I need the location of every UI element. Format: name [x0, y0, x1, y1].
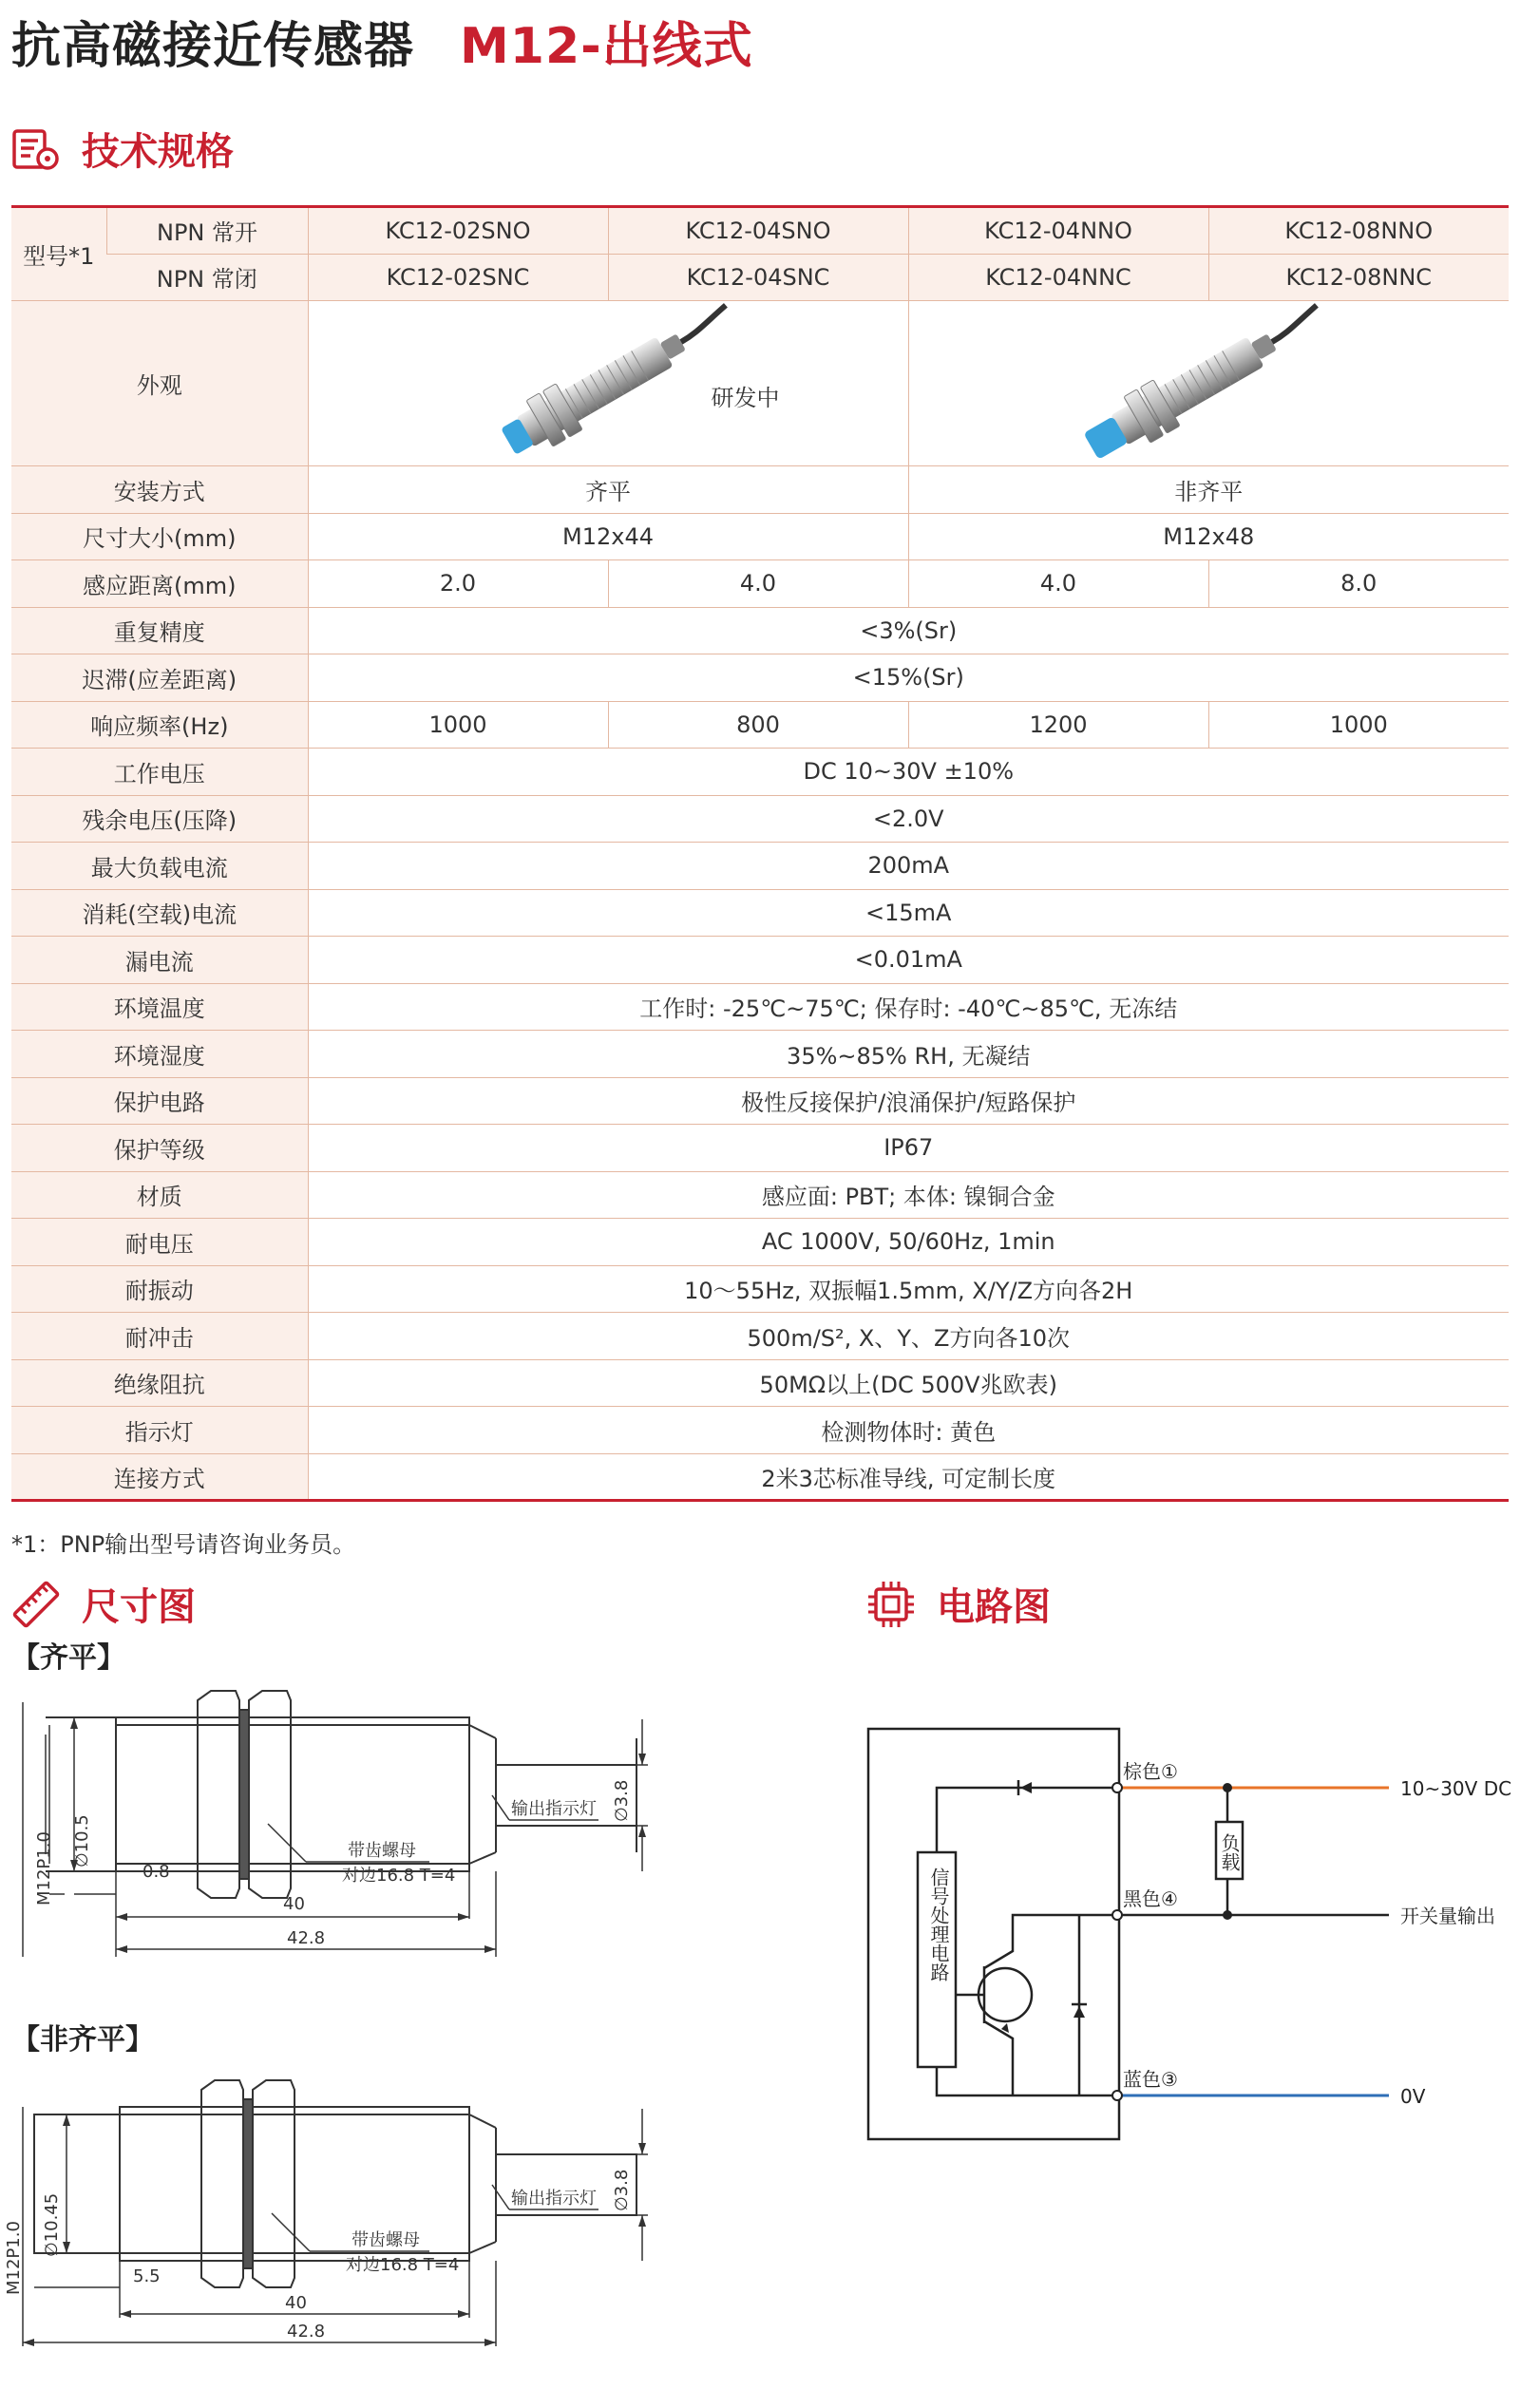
- spec-value: 1000: [1208, 701, 1509, 749]
- spec-label: 工作电压: [11, 749, 308, 796]
- spec-label: 耐电压: [11, 1219, 308, 1266]
- table-row: [11, 1171, 1509, 1219]
- npn-no-label: NPN 常开: [106, 207, 308, 255]
- sensor-photo-nonflush: [1065, 309, 1331, 461]
- flush-dia-text: ∅10.5: [72, 1814, 92, 1868]
- zener-diode: [1074, 2006, 1085, 2018]
- flush-thread-text: M12P1.0: [34, 1831, 54, 1906]
- page-title: [11, 6, 753, 77]
- model-cell: KC12-08NNC: [1208, 254, 1509, 301]
- spec-value: 4.0: [908, 560, 1208, 608]
- circuit-heading-text: 电路图: [937, 1585, 1051, 1629]
- spec-value: 极性反接保护/浪涌保护/短路保护: [308, 1077, 1509, 1125]
- spec-value: 50MΩ以上(DC 500V兆欧表): [308, 1359, 1509, 1407]
- flush-dimension-drawing: [11, 1681, 667, 1966]
- freq-label: 响应频率(Hz): [11, 701, 308, 749]
- table-row: [11, 701, 1509, 749]
- nonflush-body-len-text: 40: [285, 2293, 307, 2313]
- product-model: M12-出线式: [460, 18, 753, 75]
- nonflush-cable-dia: ∅3.8: [612, 2169, 632, 2211]
- nonflush-led-label: 输出指示灯: [511, 2189, 597, 2209]
- table-row: [11, 1313, 1509, 1360]
- spec-label: 漏电流: [11, 937, 308, 984]
- flush-offset-text: 0.8: [142, 1862, 170, 1882]
- spec-label: 耐振动: [11, 1265, 308, 1313]
- model-cell: KC12-04SNC: [608, 254, 908, 301]
- flush-led-label: 输出指示灯: [511, 1799, 597, 1819]
- processor-label: 信号处理电路: [927, 1868, 950, 1981]
- size-label: 尺寸大小(mm): [11, 513, 308, 560]
- flush-body-len-text: 40: [283, 1894, 305, 1914]
- flush-total-len-text: 42.8: [287, 1928, 326, 1948]
- flush-variant-label: 【齐平】: [11, 1641, 125, 1675]
- model-cell: KC12-04NNC: [908, 254, 1208, 301]
- output-label: 开关量输出: [1400, 1905, 1495, 1927]
- nonflush-dimension-drawing: [4, 2071, 667, 2356]
- spec-label: 保护电路: [11, 1077, 308, 1125]
- nonflush-nut-spec: 对边16.8 T=4: [346, 2255, 460, 2275]
- spec-value: AC 1000V, 50/60Hz, 1min: [308, 1219, 1509, 1266]
- diode-upper: [1020, 1782, 1032, 1793]
- nonflush-nut-label: 带齿螺母: [352, 2230, 420, 2250]
- distance-label: 感应距离(mm): [11, 560, 308, 608]
- table-row: [11, 749, 1509, 796]
- spec-label: 连接方式: [11, 1453, 308, 1501]
- spec-label: 材质: [11, 1171, 308, 1219]
- spec-value: 8.0: [1208, 560, 1509, 608]
- hyst-label: 迟滞(应差距离): [11, 654, 308, 702]
- black-wire-label: 黑色④: [1123, 1887, 1178, 1910]
- spec-value: 1000: [308, 701, 608, 749]
- section-spec-heading: [11, 122, 234, 176]
- table-row: [11, 1453, 1509, 1501]
- sensor-photo-flush: [474, 309, 740, 461]
- product-title: 抗高磁接近传感器: [11, 18, 415, 75]
- spec-heading-text: 技术规格: [82, 130, 234, 174]
- table-row: [11, 1219, 1509, 1266]
- spec-label: 耐冲击: [11, 1313, 308, 1360]
- table-row: [11, 607, 1509, 654]
- spec-label: 指示灯: [11, 1407, 308, 1454]
- appearance-nonflush-cell: [908, 301, 1509, 466]
- table-row: [11, 843, 1509, 890]
- spec-value: <0.01mA: [308, 937, 1509, 984]
- table-row: [11, 513, 1509, 560]
- spec-document-icon: [11, 127, 61, 171]
- spec-value: IP67: [308, 1125, 1509, 1172]
- table-row: [11, 983, 1509, 1031]
- nonflush-dia-text: ∅10.45: [42, 2192, 62, 2257]
- spec-value: M12x44: [308, 513, 908, 560]
- spec-label: 绝缘阻抗: [11, 1359, 308, 1407]
- flush-cable-dia: ∅3.8: [612, 1779, 632, 1822]
- table-row: [11, 1031, 1509, 1078]
- spec-value: <15%(Sr): [308, 654, 1509, 702]
- section-circuit-heading: [866, 1577, 1051, 1631]
- model-cell: KC12-08NNO: [1208, 207, 1509, 255]
- ruler-icon: [11, 1580, 61, 1629]
- table-row: [11, 254, 1509, 301]
- nonflush-thread-text: M12P1.0: [4, 2221, 24, 2295]
- footnote: *1：PNP输出型号请咨询业务员。: [11, 1531, 356, 1558]
- mount-label: 安装方式: [11, 466, 308, 514]
- table-row: [11, 1359, 1509, 1407]
- spec-label: 环境温度: [11, 983, 308, 1031]
- spec-label: 保护等级: [11, 1125, 308, 1172]
- circuit-diagram: [866, 1710, 1512, 2156]
- table-row: [11, 301, 1509, 466]
- spec-value: 感应面: PBT; 本体: 镍铜合金: [308, 1171, 1509, 1219]
- load-label: 负载: [1218, 1833, 1241, 1871]
- spec-value: 200mA: [308, 843, 1509, 890]
- sensor-housing: [868, 1729, 1119, 2139]
- repeat-label: 重复精度: [11, 607, 308, 654]
- table-row: [11, 795, 1509, 843]
- spec-label: 环境湿度: [11, 1031, 308, 1078]
- npn-nc-label: NPN 常闭: [106, 254, 308, 301]
- model-cell: KC12-02SNO: [308, 207, 608, 255]
- spec-value: 1200: [908, 701, 1208, 749]
- appearance-label: 外观: [11, 301, 308, 466]
- model-cell: KC12-04SNO: [608, 207, 908, 255]
- spec-value: 800: [608, 701, 908, 749]
- in-development-text: 研发中: [711, 384, 780, 411]
- spec-value: 齐平: [308, 466, 908, 514]
- spec-value: 工作时: -25℃~75℃; 保存时: -40℃~85℃, 无冻结: [308, 983, 1509, 1031]
- spec-value: <15mA: [308, 889, 1509, 937]
- flush-nut-spec: 对边16.8 T=4: [342, 1866, 456, 1886]
- table-row: [11, 560, 1509, 608]
- zero-volt-label: 0V: [1400, 2085, 1426, 2108]
- spec-value: 2.0: [308, 560, 608, 608]
- spec-value: <3%(Sr): [308, 607, 1509, 654]
- table-row: [11, 1125, 1509, 1172]
- blue-wire-label: 蓝色③: [1123, 2068, 1178, 2091]
- model-cell: KC12-02SNC: [308, 254, 608, 301]
- brown-wire-label: 棕色①: [1123, 1760, 1178, 1783]
- spec-value: DC 10~30V ±10%: [308, 749, 1509, 796]
- spec-value: M12x48: [908, 513, 1509, 560]
- spec-value: <2.0V: [308, 795, 1509, 843]
- dimension-heading-text: 尺寸图: [82, 1585, 196, 1629]
- table-row: [11, 654, 1509, 702]
- spec-label: 消耗(空载)电流: [11, 889, 308, 937]
- nonflush-total-len-text: 42.8: [287, 2322, 326, 2342]
- spec-value: 4.0: [608, 560, 908, 608]
- table-row: [11, 889, 1509, 937]
- model-label: 型号*1: [11, 207, 106, 301]
- table-row: [11, 207, 1509, 255]
- spec-value: 35%~85% RH, 无凝结: [308, 1031, 1509, 1078]
- nonflush-offset-text: 5.5: [133, 2266, 161, 2286]
- spec-value: 非齐平: [908, 466, 1509, 514]
- spec-value: 10～55Hz, 双振幅1.5mm, X/Y/Z方向各2H: [308, 1265, 1509, 1313]
- table-row: [11, 466, 1509, 514]
- chip-icon: [866, 1580, 916, 1629]
- spec-table: [11, 205, 1509, 1502]
- flush-nut-label: 带齿螺母: [348, 1841, 416, 1861]
- spec-value: 2米3芯标准导线, 可定制长度: [308, 1453, 1509, 1501]
- model-cell: KC12-04NNO: [908, 207, 1208, 255]
- table-row: [11, 1407, 1509, 1454]
- spec-label: 残余电压(压降): [11, 795, 308, 843]
- table-row: [11, 1077, 1509, 1125]
- spec-value: 500m/S², X、Y、Z方向各10次: [308, 1313, 1509, 1360]
- table-row: [11, 937, 1509, 984]
- section-dimension-heading: [11, 1577, 196, 1631]
- table-row: [11, 1265, 1509, 1313]
- spec-value: 检测物体时: 黄色: [308, 1407, 1509, 1454]
- spec-label: 最大负载电流: [11, 843, 308, 890]
- supply-label: 10~30V DC: [1400, 1777, 1512, 1800]
- appearance-flush-cell: [308, 301, 908, 466]
- nonflush-variant-label: 【非齐平】: [11, 2023, 154, 2057]
